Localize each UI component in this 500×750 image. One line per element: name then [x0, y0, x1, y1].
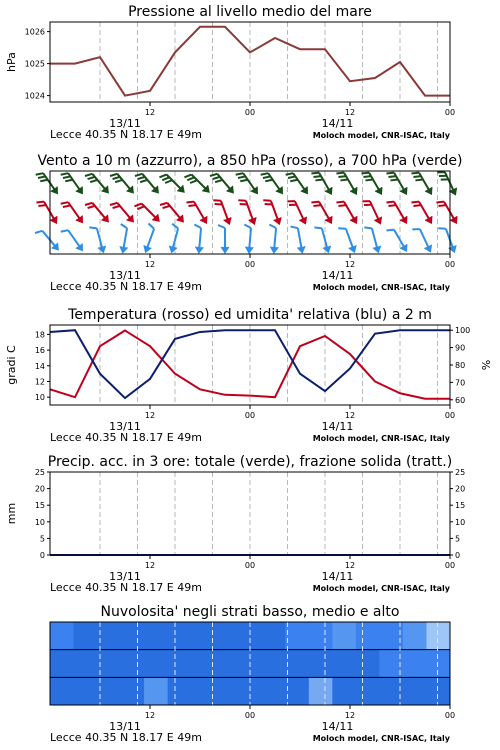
x-tick-label: 00	[444, 108, 456, 117]
wind-10m-barb	[412, 225, 434, 255]
y-tick-label-right: 10	[455, 517, 466, 527]
wind-700hpa-barb	[386, 168, 410, 198]
x-tick-label: 00	[244, 711, 256, 720]
x-tick-label: 12	[144, 411, 156, 420]
barb-head	[119, 246, 128, 253]
y-tick-label-right: 5	[455, 534, 461, 544]
wind-700hpa-barb	[110, 169, 136, 198]
barb-feather	[386, 199, 394, 205]
barb-feather	[238, 198, 246, 203]
date-label: 13/11	[109, 269, 141, 282]
y-tick-label-right: 80	[455, 361, 466, 370]
y-tick-label: 0	[39, 551, 45, 560]
cloud-cell	[403, 622, 427, 650]
y-axis-label: mm	[5, 502, 18, 525]
wind-10m-barb	[61, 225, 86, 254]
barb-head	[450, 216, 460, 225]
barb-head	[297, 246, 306, 253]
barb-feather	[35, 229, 42, 236]
wind-850hpa-barb	[160, 198, 186, 227]
cloud-cell	[191, 622, 215, 650]
cloud-cell	[262, 677, 286, 705]
x-tick-label: 12	[344, 108, 356, 117]
model-credit: Moloch model, CNR-ISAC, Italy	[312, 584, 450, 593]
barb-head	[323, 246, 332, 254]
location-label: Lecce 40.35 N 18.17 E 49m	[50, 128, 202, 141]
barb-feather	[263, 198, 271, 203]
x-tick-label: 00	[244, 561, 256, 570]
wind-10m-barb	[267, 224, 280, 253]
date-label: 13/11	[109, 420, 141, 433]
y-tick-label: 16	[34, 346, 45, 356]
pressure-line	[50, 27, 450, 96]
barb-feather	[213, 198, 221, 203]
barb-feather	[36, 199, 44, 205]
date-label: 14/11	[321, 420, 354, 433]
wind-850hpa-barb	[336, 197, 360, 227]
y-tick-label-right: 60	[455, 395, 466, 405]
model-credit: Moloch model, CNR-ISAC, Italy	[312, 131, 450, 140]
chart-title: Precip. acc. in 3 ore: totale (verde), frazione solida (tratt.)	[47, 454, 453, 470]
model-credit: Moloch model, CNR-ISAC, Italy	[312, 734, 450, 743]
wind-10m-barb	[35, 226, 61, 255]
wind-10m-barb	[364, 224, 382, 254]
cloud-cell	[426, 622, 450, 650]
wind-850hpa-barb	[36, 197, 60, 227]
location-label: Lecce 40.35 N 18.17 E 49m	[50, 731, 202, 744]
wind-850hpa-barb	[362, 197, 384, 227]
date-label: 13/11	[109, 570, 141, 583]
barb-head	[373, 246, 382, 254]
wind-850hpa-barb	[134, 199, 162, 227]
barb-head	[98, 246, 107, 254]
y-tick-label: 10	[34, 393, 45, 403]
cloud-cell	[97, 622, 121, 650]
cloud-cell	[356, 677, 380, 705]
cloud-cell	[74, 677, 98, 705]
wind-10m-barb	[192, 224, 205, 253]
chart-title: Nuvolosita' negli strati basso, medio e alto	[100, 604, 400, 620]
barb-feather	[311, 199, 319, 205]
barb-head	[299, 217, 309, 226]
cloud-cell	[50, 650, 74, 678]
wind-850hpa-barb	[287, 197, 309, 227]
x-tick-label: 12	[144, 561, 156, 570]
date-label: 13/11	[109, 117, 141, 130]
wind-700hpa-barb	[135, 169, 161, 198]
chart-panel-2	[35, 153, 463, 293]
cloud-cell	[285, 622, 309, 650]
barb-head	[349, 245, 359, 253]
date-label: 13/11	[109, 720, 141, 733]
x-tick-label: 00	[244, 108, 256, 117]
barb-feather	[438, 226, 446, 231]
barb-feather	[244, 224, 251, 228]
cloud-cell	[426, 677, 450, 705]
barb-feather	[269, 224, 276, 228]
wind-850hpa-barb	[85, 198, 111, 227]
date-label: 14/11	[321, 720, 354, 733]
barb-feather	[338, 226, 346, 231]
wind-700hpa-barb	[159, 170, 187, 198]
barb-feather	[437, 169, 445, 175]
wind-700hpa-barb	[361, 168, 385, 198]
wind-850hpa-barb	[186, 197, 210, 227]
cloud-cell	[309, 677, 333, 705]
cloud-cell	[403, 650, 427, 678]
barb-head	[200, 216, 210, 225]
cloud-cell	[285, 650, 309, 678]
y-tick-label: 1024	[24, 91, 45, 101]
x-tick-label: 00	[244, 260, 256, 269]
barb-feather	[314, 226, 322, 231]
barb-head	[350, 216, 360, 225]
barb-head	[221, 247, 229, 253]
cloud-cell	[426, 650, 450, 678]
barb-feather	[89, 226, 97, 231]
y-tick-label: 25	[34, 468, 45, 477]
barb-head	[270, 247, 278, 254]
cloud-cell	[168, 677, 192, 705]
chart-panel-3	[5, 307, 493, 444]
cloud-cell	[121, 622, 145, 650]
cloud-cell	[332, 650, 356, 678]
wind-10m-barb	[165, 224, 183, 254]
wind-850hpa-barb	[213, 197, 233, 227]
y-tick-label-right: 0	[455, 551, 461, 560]
x-tick-label: 00	[444, 411, 456, 420]
barb-head	[245, 247, 253, 254]
cloud-cell	[144, 622, 168, 650]
wind-700hpa-barb	[437, 168, 459, 198]
y-axis-label: gradi C	[5, 345, 18, 385]
model-credit: Moloch model, CNR-ISAC, Italy	[312, 434, 450, 443]
chart-title: Vento a 10 m (azzurro), a 850 hPa (rosso), a 700 hPa (verde)	[37, 153, 463, 169]
cloud-cell	[403, 677, 427, 705]
barb-feather	[120, 224, 127, 228]
y-tick-label-right: 25	[455, 468, 466, 477]
cloud-cell	[309, 622, 333, 650]
cloud-cell	[74, 650, 98, 678]
x-tick-label: 00	[444, 260, 456, 269]
x-tick-label: 00	[244, 411, 256, 420]
barb-feather	[194, 224, 201, 228]
cloud-cell	[215, 622, 239, 650]
y-axis-label-right: %	[480, 359, 493, 371]
wind-700hpa-barb	[411, 168, 435, 198]
wind-700hpa-barb	[286, 168, 311, 197]
location-label: Lecce 40.35 N 18.17 E 49m	[50, 280, 202, 293]
cloud-cell	[262, 622, 286, 650]
y-axis-label: hPa	[5, 52, 18, 72]
x-tick-label: 12	[344, 260, 356, 269]
cloud-cell	[332, 622, 356, 650]
date-label: 14/11	[321, 269, 354, 282]
cloud-cell	[262, 650, 286, 678]
barb-head	[350, 187, 360, 196]
barb-feather	[287, 198, 295, 204]
barb-feather	[411, 199, 419, 205]
barb-feather	[291, 225, 298, 229]
cloud-cell	[144, 650, 168, 678]
y-tick-label: 10	[34, 517, 45, 527]
wind-700hpa-barb	[210, 169, 236, 198]
cloud-cell	[309, 650, 333, 678]
barb-feather	[412, 226, 420, 232]
barb-feather	[61, 228, 68, 234]
barb-feather	[148, 224, 156, 229]
y-tick-label-right: 20	[455, 484, 466, 494]
wind-700hpa-barb	[311, 168, 335, 198]
x-tick-label: 12	[344, 561, 356, 570]
x-tick-label: 00	[444, 561, 456, 570]
wind-10m-barb	[386, 225, 410, 255]
chart-title: Temperatura (rosso) ed umidita' relativa (blu) a 2 m	[68, 307, 432, 323]
cloud-cell	[168, 650, 192, 678]
barb-head	[142, 245, 152, 253]
cloud-cell	[332, 677, 356, 705]
barb-feather	[186, 199, 194, 205]
y-tick-label: 15	[34, 501, 45, 511]
cloud-cell	[50, 622, 74, 650]
cloud-cell	[168, 622, 192, 650]
barb-feather	[362, 198, 370, 204]
date-label: 14/11	[321, 570, 354, 583]
cloud-cell	[215, 677, 239, 705]
location-label: Lecce 40.35 N 18.17 E 49m	[50, 581, 202, 594]
cloud-cell	[356, 622, 380, 650]
wind-700hpa-barb	[36, 168, 61, 197]
wind-10m-barb	[314, 224, 332, 254]
wind-850hpa-barb	[263, 197, 283, 227]
y-tick-label-right: 15	[455, 501, 466, 511]
chart-panel-5	[50, 604, 455, 744]
barb-head	[325, 187, 335, 196]
barb-head	[50, 216, 60, 225]
barb-head	[195, 247, 203, 254]
x-tick-label: 12	[144, 711, 156, 720]
cloud-cell	[97, 677, 121, 705]
cloud-cell	[191, 650, 215, 678]
barb-feather	[336, 199, 344, 205]
cloud-cell	[50, 677, 74, 705]
date-label: 14/11	[321, 117, 354, 130]
cloud-cell	[144, 677, 168, 705]
wind-850hpa-barb	[436, 197, 460, 227]
wind-700hpa-barb	[236, 168, 261, 197]
barb-head	[224, 217, 234, 225]
cloud-cell	[285, 677, 309, 705]
wind-10m-barb	[139, 224, 159, 254]
temperature-line	[50, 330, 450, 398]
y-tick-label-right: 100	[455, 326, 471, 336]
wind-10m-barb	[218, 225, 229, 253]
barb-feather	[386, 227, 394, 233]
barb-head	[249, 217, 259, 225]
wind-700hpa-barb	[184, 170, 212, 198]
wind-850hpa-barb	[311, 197, 335, 227]
chart-title: Pressione al livello medio del mare	[128, 4, 372, 20]
y-tick-label: 1026	[24, 27, 45, 37]
wind-10m-barb	[242, 224, 255, 253]
wind-10m-barb	[291, 225, 307, 254]
barb-head	[425, 216, 435, 225]
y-tick-label-right: 90	[455, 343, 466, 353]
wind-700hpa-barb	[61, 168, 86, 197]
cloud-cell	[356, 650, 380, 678]
wind-700hpa-barb	[261, 168, 286, 197]
cloud-cell	[121, 650, 145, 678]
wind-10m-barb	[116, 224, 132, 253]
x-tick-label: 12	[144, 108, 156, 117]
y-tick-label: 12	[34, 377, 45, 387]
cloud-cell	[121, 677, 145, 705]
barb-head	[400, 244, 410, 253]
wind-850hpa-barb	[61, 197, 86, 226]
cloud-cell	[215, 650, 239, 678]
wind-850hpa-barb	[386, 197, 410, 227]
x-tick-label: 12	[344, 711, 356, 720]
wind-10m-barb	[338, 225, 358, 255]
y-tick-label: 5	[39, 534, 45, 544]
y-tick-label: 18	[34, 330, 45, 340]
y-tick-label: 1025	[24, 59, 45, 69]
barb-feather	[218, 225, 225, 228]
barb-head	[325, 216, 335, 225]
cloud-cell	[74, 622, 98, 650]
y-tick-label-right: 70	[455, 378, 466, 388]
wind-850hpa-barb	[110, 198, 136, 227]
wind-10m-barb	[438, 225, 458, 255]
x-tick-label: 12	[344, 411, 356, 420]
barb-head	[274, 217, 284, 225]
barb-head	[400, 187, 410, 196]
cloud-cell	[97, 650, 121, 678]
barb-head	[375, 187, 385, 196]
barb-head	[449, 188, 459, 197]
model-credit: Moloch model, CNR-ISAC, Italy	[312, 283, 450, 292]
cloud-cell	[191, 677, 215, 705]
barb-feather	[364, 226, 372, 231]
wind-850hpa-barb	[411, 197, 435, 227]
wind-10m-barb	[89, 224, 107, 254]
location-label: Lecce 40.35 N 18.17 E 49m	[50, 431, 202, 444]
barb-head	[168, 246, 177, 254]
chart-panel-1	[5, 4, 455, 141]
wind-700hpa-barb	[336, 168, 360, 198]
barb-head	[424, 245, 434, 254]
wind-850hpa-barb	[238, 197, 258, 227]
x-tick-label: 00	[444, 711, 456, 720]
y-tick-label: 14	[34, 361, 45, 371]
chart-panel-4	[5, 454, 465, 594]
barb-head	[425, 187, 435, 196]
y-tick-label: 20	[34, 484, 45, 494]
barb-head	[374, 217, 384, 226]
barb-head	[400, 216, 410, 225]
wind-700hpa-barb	[85, 169, 111, 198]
x-tick-label: 12	[144, 260, 156, 269]
